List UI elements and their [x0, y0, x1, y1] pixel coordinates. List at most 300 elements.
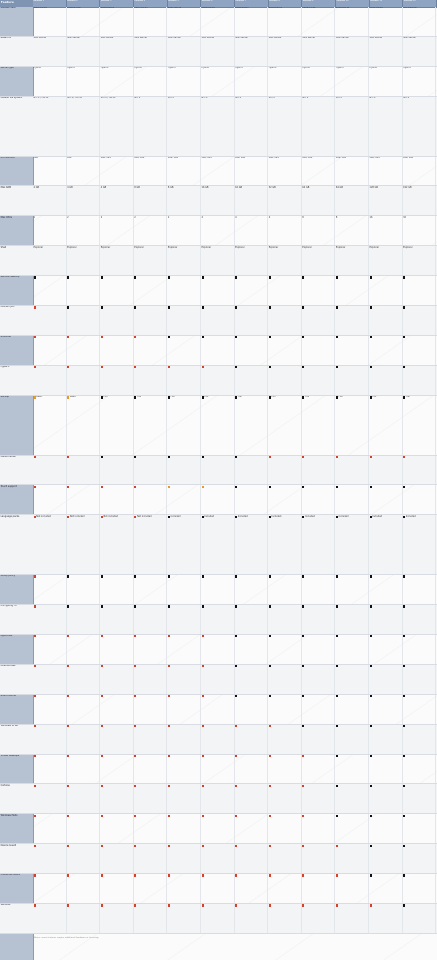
table-row [0, 515, 437, 575]
table-cell [134, 635, 168, 664]
unsupported-icon [34, 635, 36, 637]
table-cell [335, 814, 369, 843]
row-label: BitLocker [0, 335, 12, 339]
cell-text: x86, x64 [403, 156, 414, 159]
supported-icon [370, 815, 372, 817]
table-cell [134, 246, 168, 275]
supported-icon [302, 276, 304, 278]
unsupported-icon [235, 874, 237, 876]
table-cell [100, 7, 134, 36]
supported-icon [34, 276, 36, 278]
table-cell [335, 276, 369, 305]
supported-icon [168, 276, 170, 278]
table-row [0, 575, 437, 605]
table-cell [134, 844, 168, 873]
table-cell [235, 186, 269, 215]
unsupported-icon [168, 845, 170, 847]
cell-text: Explorer [268, 246, 279, 249]
table-row [0, 456, 437, 486]
supported-icon [370, 785, 372, 787]
column-header[interactable]: Release 4 [134, 0, 168, 7]
unsupported-icon [235, 755, 237, 757]
row-label: Encrypting FS [0, 605, 17, 608]
cell-text: Hybrid [335, 66, 344, 70]
table-cell [167, 456, 201, 485]
cell-text: 2 [100, 216, 103, 219]
table-cell [302, 336, 336, 365]
table-cell [33, 725, 67, 754]
table-cell [369, 725, 403, 754]
table-cell [33, 784, 67, 813]
supported-icon [336, 725, 338, 727]
table-cell [201, 844, 235, 873]
table-cell [33, 874, 67, 903]
table-cell [201, 366, 235, 395]
column-header[interactable]: Release 7 [235, 0, 269, 7]
cell-text: 32 [403, 216, 407, 219]
unsupported-icon [168, 635, 170, 637]
table-cell [369, 844, 403, 873]
table-cell [33, 755, 67, 784]
table-cell [235, 814, 269, 843]
table-cell [268, 635, 302, 664]
supported-icon [67, 276, 69, 278]
unsupported-icon [67, 695, 69, 697]
table-cell [100, 605, 134, 634]
supported-icon [336, 755, 338, 757]
table-cell [302, 67, 336, 96]
cell-text: 64 GB [335, 186, 343, 189]
table-cell [167, 485, 201, 514]
cell-text: SMP kernel [201, 36, 215, 40]
table-row [0, 904, 437, 934]
cell-text: Hybrid [33, 66, 42, 70]
cell-text: 8 GB [134, 186, 140, 189]
cell-text: 16 [369, 216, 373, 219]
table-cell [100, 306, 134, 335]
table-cell [100, 37, 134, 66]
table-cell [335, 515, 369, 574]
table-cell [302, 904, 336, 933]
unsupported-icon [168, 366, 170, 368]
table-cell [302, 276, 336, 305]
unsupported-icon [302, 845, 304, 847]
table-cell [201, 814, 235, 843]
table-cell [369, 635, 403, 664]
cell-text: Hybrid [201, 66, 210, 70]
table-cell [369, 246, 403, 275]
table-cell [403, 246, 437, 275]
table-cell [67, 186, 101, 215]
unsupported-icon [67, 725, 69, 727]
supported-icon [370, 486, 372, 488]
table-cell [134, 366, 168, 395]
table-cell [369, 306, 403, 335]
cell-text: NTFS [335, 96, 342, 99]
table-cell [67, 755, 101, 784]
column-header[interactable]: Release 8 [269, 0, 303, 7]
unsupported-icon [101, 755, 103, 757]
cell-text: Explorer [369, 246, 380, 249]
partial-support-icon [202, 486, 204, 488]
cell-text: 4 [235, 216, 237, 219]
table-cell [134, 814, 168, 843]
cell-text: Basic [69, 395, 76, 399]
row-label: Default file system [0, 96, 23, 99]
cell-text: 64 GB [302, 186, 310, 189]
unsupported-icon [134, 486, 136, 488]
table-cell [167, 7, 201, 36]
column-header[interactable]: Release 11 [370, 0, 404, 7]
supported-icon [370, 605, 372, 607]
cell-text: Hybrid [100, 66, 109, 70]
unsupported-icon [101, 665, 103, 667]
table-cell [134, 485, 168, 514]
table-cell [403, 515, 437, 574]
table-cell [235, 485, 269, 514]
cell-text: x86 [67, 156, 72, 159]
table-cell [67, 37, 101, 66]
table-cell [67, 485, 101, 514]
table-cell [201, 456, 235, 485]
table-cell [369, 186, 403, 215]
cell-text: SMP kernel [403, 36, 416, 40]
unsupported-icon [235, 725, 237, 727]
table-cell [335, 156, 369, 189]
supported-icon [235, 575, 237, 577]
table-cell [235, 396, 269, 455]
table-cell [134, 67, 168, 96]
table-cell [235, 784, 269, 813]
table-cell [403, 456, 437, 485]
table-cell [167, 874, 201, 903]
supported-icon [269, 366, 271, 368]
table-cell [302, 755, 336, 784]
table-cell [67, 844, 101, 873]
unsupported-icon [134, 845, 136, 847]
supported-icon [235, 366, 237, 368]
table-cell [201, 186, 235, 215]
unsupported-icon [34, 725, 36, 727]
table-row [0, 396, 437, 456]
table-row [0, 157, 437, 187]
supported-icon [168, 575, 170, 577]
unsupported-icon [370, 904, 372, 906]
unsupported-icon [34, 605, 36, 607]
table-cell [268, 814, 302, 843]
supported-icon [403, 486, 405, 488]
supported-icon [67, 306, 69, 308]
table-cell [369, 575, 403, 604]
supported-icon [370, 336, 372, 338]
unsupported-icon [34, 904, 36, 906]
table-cell [268, 37, 302, 66]
supported-icon [269, 575, 271, 577]
cell-text: 4 [268, 216, 271, 219]
column-header[interactable]: Release 6 [201, 0, 235, 7]
supported-icon [403, 605, 405, 607]
comparison-table [0, 7, 437, 960]
table-cell [67, 575, 101, 604]
table-cell [335, 366, 369, 395]
supported-icon [403, 815, 405, 817]
table-cell [235, 7, 269, 36]
table-cell [268, 276, 302, 305]
supported-icon [235, 635, 237, 637]
table-cell [67, 97, 101, 156]
cell-text: 16 GB [235, 186, 243, 189]
table-cell [167, 246, 201, 275]
table-cell [67, 695, 101, 724]
table-cell [235, 725, 269, 754]
table-cell [268, 366, 302, 395]
table-cell [134, 515, 168, 574]
cell-text: Not included [69, 515, 85, 518]
table-cell [134, 695, 168, 724]
cell-text: 2 [167, 216, 170, 219]
table-cell [100, 216, 134, 245]
table-cell [403, 216, 437, 245]
table-cell [403, 755, 437, 784]
cell-text: Full [305, 395, 310, 399]
table-cell [302, 37, 336, 66]
table-cell [100, 725, 134, 754]
table-cell [201, 276, 235, 305]
table-cell [134, 396, 168, 455]
table-cell [268, 156, 302, 189]
table-cell [201, 635, 235, 664]
row-label: Kernel type [0, 66, 14, 70]
table-cell [335, 67, 369, 96]
table-cell [201, 904, 235, 933]
table-cell [33, 695, 67, 724]
table-cell [167, 97, 201, 156]
cell-text: NTFS / FAT32 [67, 96, 83, 99]
supported-icon [336, 336, 338, 338]
supported-icon [269, 306, 271, 308]
unsupported-icon [302, 755, 304, 757]
unsupported-icon [269, 815, 271, 817]
column-header[interactable]: Release 9 [302, 0, 336, 7]
table-cell [201, 216, 235, 245]
table-cell [100, 814, 134, 843]
table-cell [369, 485, 403, 514]
table-cell [67, 904, 101, 933]
supported-icon [235, 456, 237, 458]
cell-text: NTFS [235, 96, 241, 99]
table-row [0, 695, 437, 725]
unsupported-icon [67, 845, 69, 847]
cell-text: Included [170, 515, 181, 518]
table-cell [134, 904, 168, 933]
cell-text: Explorer [33, 246, 44, 249]
cell-text: x86, x64 [134, 156, 145, 159]
table-cell [100, 276, 134, 305]
footer-note: Notes: some features require additional hardware or licensing. [34, 937, 100, 939]
table-cell [235, 156, 269, 189]
supported-icon [302, 695, 304, 697]
supported-icon [235, 605, 237, 607]
table-cell [33, 336, 67, 365]
table-cell [33, 276, 67, 305]
row-label: Cortana [0, 784, 10, 787]
cell-text: SMP kernel [167, 36, 181, 40]
supported-icon [67, 575, 69, 577]
unsupported-icon [202, 874, 204, 876]
table-cell [201, 575, 235, 604]
supported-icon [101, 306, 103, 308]
cell-text: SMP kernel [33, 36, 47, 40]
unsupported-icon [336, 456, 338, 458]
table-cell [134, 186, 168, 215]
row-label: BranchCache [0, 694, 16, 698]
table-row [0, 635, 437, 665]
table-cell [167, 635, 201, 664]
table-cell [335, 844, 369, 873]
unsupported-icon [134, 635, 136, 637]
supported-icon [134, 456, 136, 458]
row-label: Sandbox [0, 904, 11, 907]
table-cell [403, 695, 437, 724]
unsupported-icon [34, 874, 36, 876]
row-label: Remote desktop [0, 276, 20, 279]
supported-icon [302, 575, 304, 577]
row-label: Windows Hello [0, 814, 18, 817]
table-cell [201, 755, 235, 784]
supported-icon [403, 785, 405, 787]
table-cell [100, 485, 134, 514]
table-cell [201, 396, 235, 455]
table-cell [235, 336, 269, 365]
table-cell [33, 37, 67, 66]
unsupported-icon [202, 725, 204, 727]
unsupported-icon [67, 665, 69, 667]
table-cell [268, 456, 302, 485]
column-header[interactable]: Release 3 [100, 0, 134, 7]
table-cell [33, 246, 67, 275]
supported-icon [168, 306, 170, 308]
unsupported-icon [34, 456, 36, 458]
supported-icon [403, 306, 405, 308]
unsupported-icon [34, 575, 36, 577]
cell-text: Explorer [201, 246, 212, 249]
cell-text: NTFS [134, 96, 141, 99]
supported-icon [134, 575, 136, 577]
supported-icon [336, 635, 338, 637]
supported-icon [235, 486, 237, 488]
table-cell [201, 97, 235, 156]
unsupported-icon [202, 785, 204, 787]
cell-text: 4 GB [33, 186, 40, 189]
supported-icon [370, 755, 372, 757]
unsupported-icon [302, 456, 304, 458]
table-cell [403, 7, 437, 36]
table-cell [302, 97, 336, 156]
table-cell [167, 336, 201, 365]
table-cell [134, 605, 168, 634]
table-cell [201, 306, 235, 335]
unsupported-icon [202, 845, 204, 847]
table-cell [100, 874, 134, 903]
table-cell [167, 665, 201, 694]
supported-icon [302, 486, 304, 488]
table-cell [100, 246, 134, 275]
cell-text: SMP kernel [302, 36, 315, 40]
table-cell [369, 515, 403, 574]
table-cell [335, 904, 369, 933]
table-cell [33, 575, 67, 604]
table-cell [201, 605, 235, 634]
unsupported-icon [34, 815, 36, 817]
table-cell [167, 695, 201, 724]
table-cell [335, 37, 369, 66]
cell-text: Explorer [100, 246, 111, 249]
table-cell [167, 605, 201, 634]
table-cell [167, 366, 201, 395]
table-cell [268, 725, 302, 754]
cell-text: 128 GB [369, 186, 378, 189]
cell-text: 2005-10-12 [33, 7, 47, 10]
cell-text: 4 GB [67, 186, 73, 189]
unsupported-icon [168, 725, 170, 727]
supported-icon [302, 725, 304, 727]
cell-text: Full [338, 395, 343, 399]
table-cell [302, 784, 336, 813]
table-cell [403, 725, 437, 754]
column-header[interactable]: Release 1 [33, 0, 67, 7]
row-label: Release date [0, 7, 16, 10]
table-cell [268, 67, 302, 96]
supported-icon [134, 605, 136, 607]
table-cell [67, 456, 101, 485]
table-cell [268, 216, 302, 245]
table-cell [403, 635, 437, 664]
table-cell [335, 186, 369, 215]
table-cell [403, 874, 437, 903]
cell-text: Included [204, 515, 215, 518]
column-header[interactable]: Release 10 [336, 0, 370, 7]
cell-text: SMP kernel [67, 36, 80, 40]
unsupported-icon [101, 874, 103, 876]
supported-icon [403, 874, 405, 876]
supported-icon [269, 695, 271, 697]
table-cell [33, 366, 67, 395]
supported-icon [101, 276, 103, 278]
supported-icon [202, 276, 204, 278]
table-cell [33, 485, 67, 514]
table-cell [403, 97, 437, 156]
supported-icon [370, 845, 372, 847]
table-cell [235, 515, 269, 574]
table-cell [403, 844, 437, 873]
unsupported-icon [134, 904, 136, 906]
row-label: DirectAccess [0, 664, 16, 668]
table-cell [403, 784, 437, 813]
supported-icon [202, 456, 204, 458]
column-header[interactable]: Release 5 [168, 0, 202, 7]
table-cell [201, 37, 235, 66]
unsupported-icon [235, 904, 237, 906]
cell-text: 1 [33, 216, 35, 219]
column-header[interactable]: Release 12 [403, 0, 437, 7]
cell-text: Full [137, 395, 142, 399]
table-cell [67, 366, 101, 395]
table-cell [302, 216, 336, 245]
column-header[interactable]: Release 2 [67, 0, 101, 7]
table-cell [67, 515, 101, 574]
cell-text: 2010-06-14 [335, 7, 350, 10]
table-cell [100, 904, 134, 933]
